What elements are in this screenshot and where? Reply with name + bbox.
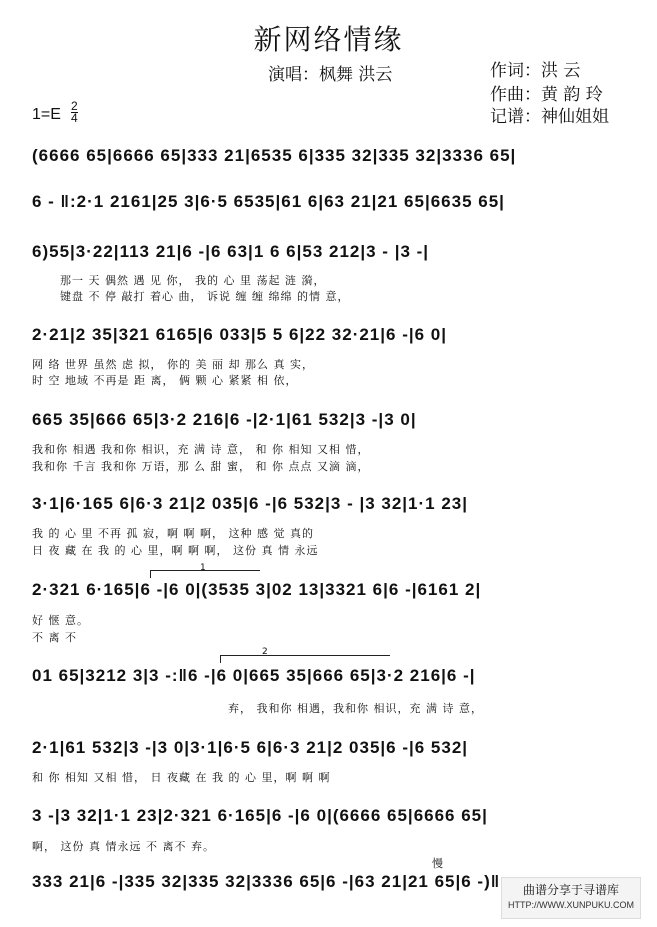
lyric-line-5b: 不 离 不 bbox=[32, 631, 77, 644]
lyric-line-4b: 日 夜 藏 在 我 的 心 里，啊 啊 啊， 这份 真 情 永远 bbox=[32, 544, 319, 557]
score-line-5: 665 35|666 65|3·2 216|6 -|2·1|61 532|3 -|3 0| bbox=[32, 410, 417, 429]
lyric-line-3a: 我和你 相遇 我和你 相识，充 满 诗 意， 和 你 相知 又相 惜， bbox=[32, 443, 370, 456]
lyric-line-8: 啊， 这份 真 情永远 不 离不 弃。 bbox=[32, 840, 215, 853]
tempo-mark: 慢 bbox=[432, 857, 443, 870]
score-line-7: 2·321 6·165|6 -|6 0|(3535 3|02 13|3321 6|6 -|6161 2| bbox=[32, 580, 482, 599]
volta-1-label: 1 bbox=[200, 563, 207, 573]
lyric-line-4a: 我 的 心 里 不再 孤 寂，啊 啊 啊， 这种 感 觉 真的 bbox=[32, 527, 314, 540]
score-line-1: (6666 65|6666 65|333 21|6535 6|335 32|335 32|3336 65| bbox=[32, 146, 517, 165]
volta-1-bracket-edge bbox=[150, 570, 151, 578]
lyricist-credit: 作词：洪 云 bbox=[490, 61, 581, 81]
score-line-10: 3 -|3 32|1·1 23|2·321 6·165|6 -|6 0|(6666 65|6666 65| bbox=[32, 806, 488, 825]
volta-2-bracket-edge bbox=[220, 655, 221, 663]
score-line-9: 2·1|61 532|3 -|3 0|3·1|6·5 6|6·3 21|2 035|6 -|6 532| bbox=[32, 738, 469, 757]
lyric-line-1a: 那一 天 偶然 遇 见 你， 我的 心 里 荡起 涟 漪， bbox=[60, 274, 326, 287]
time-signature-bottom: 4 bbox=[71, 111, 78, 125]
score-line-6: 3·1|6·165 6|6·3 21|2 035|6 -|6 532|3 - |3 32|1·1 23| bbox=[32, 494, 469, 513]
score-line-3: 6)55|3·22|113 21|6 -|6 63|1 6 6|53 212|3 - |3 -| bbox=[32, 242, 430, 261]
volta-2-label: 2 bbox=[262, 647, 269, 657]
transcriber-credit: 记谱：神仙姐姐 bbox=[490, 107, 609, 127]
song-title: 新网络情缘 bbox=[253, 23, 404, 56]
lyric-line-7: 和 你 相知 又相 惜， 日 夜藏 在 我 的 心 里，啊 啊 啊 bbox=[32, 771, 331, 784]
key-signature: 1=E bbox=[32, 106, 61, 123]
watermark-url: HTTP://WWW.XUNPUKU.COM bbox=[508, 900, 634, 910]
watermark-name: 曲谱分享于寻谱库 bbox=[522, 883, 619, 897]
lyric-line-1b: 键盘 不 停 敲打 着心 曲， 诉说 缠 缠 绵绵 的情 意， bbox=[60, 290, 350, 303]
singer-credit: 演唱：枫舞 洪云 bbox=[268, 65, 393, 85]
score-line-8: 01 65|3212 3|3 -:‖6 -|6 0|665 35|666 65|3·2 216|6 -| bbox=[32, 666, 476, 685]
volta-2-bracket bbox=[220, 655, 390, 656]
score-line-11: 333 21|6 -|335 32|335 32|3336 65|6 -|63 21|21 65|6 -)‖ bbox=[32, 872, 501, 891]
lyric-line-2b: 时 空 地域 不再是 距 离， 俩 颗 心 紧紧 相 依， bbox=[32, 374, 298, 387]
watermark bbox=[501, 877, 641, 919]
time-signature bbox=[71, 101, 78, 124]
lyric-line-5a: 好 惬 意。 bbox=[32, 614, 89, 627]
lyric-line-2a: 网 络 世界 虽然 虑 拟， 你的 美 丽 却 那么 真 实， bbox=[32, 358, 314, 371]
lyric-line-6: 弃， 我和你 相遇，我和你 相识，充 满 诗 意， bbox=[228, 702, 483, 715]
time-signature-top: 2 bbox=[71, 99, 78, 113]
lyric-line-3b: 我和你 千言 我和你 万语，那 么 甜 蜜， 和 你 点点 又滴 滴， bbox=[32, 460, 370, 473]
score-line-4: 2·21|2 35|321 6165|6 033|5 5 6|22 32·21|6 -|6 0| bbox=[32, 325, 448, 344]
composer-credit: 作曲：黄 韵 玲 bbox=[490, 85, 603, 105]
score-line-2: 6 - ‖:2·1 2161|25 3|6·5 6535|61 6|63 21|21 65|6635 65| bbox=[32, 192, 505, 211]
